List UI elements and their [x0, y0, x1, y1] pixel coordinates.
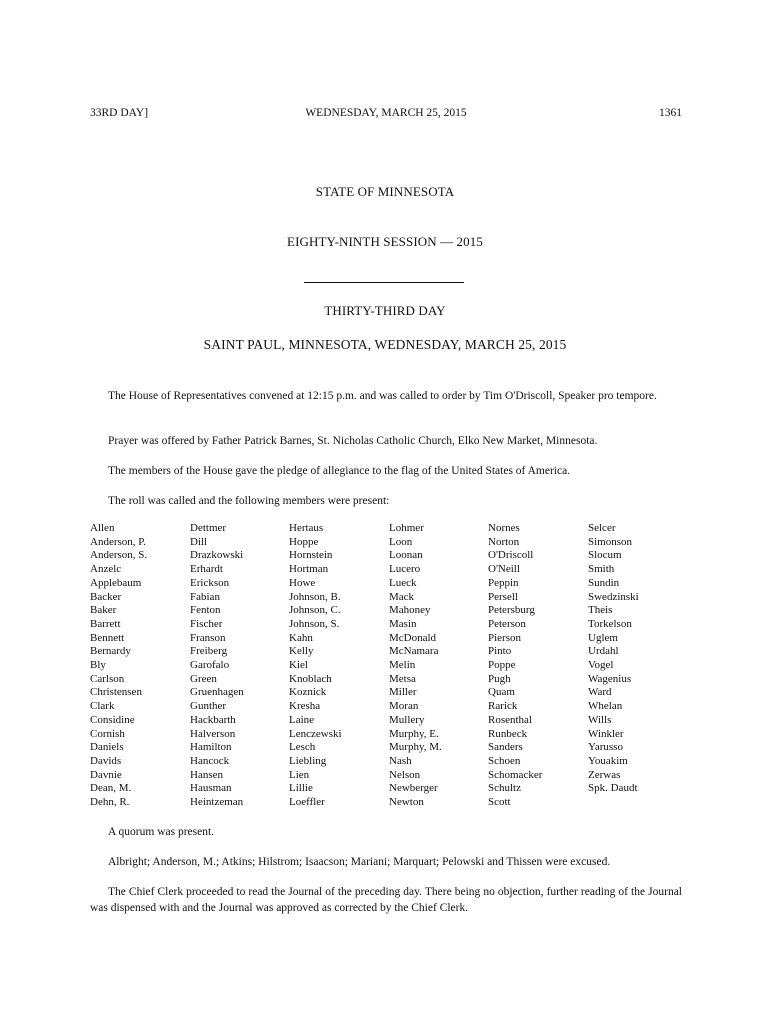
member-name: Dean, M.	[90, 782, 132, 795]
member-name: Daniels	[90, 741, 124, 754]
member-name: Johnson, S.	[289, 617, 340, 630]
member-name: Norton	[488, 535, 520, 548]
member-name: Loeffler	[289, 796, 325, 809]
member-name: Erhardt	[190, 563, 223, 576]
member-name: Theis	[588, 604, 613, 617]
member-name: Kresha	[289, 700, 321, 713]
member-name: Sundin	[588, 576, 620, 589]
member-name: Dill	[190, 535, 208, 548]
member-name: Franson	[190, 631, 226, 644]
member-name: Hausman	[190, 782, 232, 795]
member-name: Hertaus	[289, 522, 324, 534]
roll-intro-text: The roll was called and the following members were present:	[108, 495, 390, 507]
member-name: Pugh	[488, 672, 511, 685]
journal-paragraph	[90, 884, 682, 916]
member-name: Christensen	[90, 686, 142, 699]
title-divider	[304, 282, 464, 283]
member-name: Nash	[389, 754, 412, 767]
member-name: Melin	[389, 659, 416, 672]
member-name: Drazkowski	[190, 549, 244, 562]
member-name: Newton	[389, 796, 424, 809]
member-name: Metsa	[389, 672, 416, 685]
member-name: Peterson	[488, 617, 526, 630]
member-name: Halverson	[190, 727, 236, 740]
roll-column-2	[190, 522, 290, 810]
member-name: Lillie	[289, 782, 313, 795]
pledge-paragraph	[90, 463, 682, 479]
member-name: Heintzeman	[190, 796, 244, 809]
member-name: Garofalo	[190, 659, 230, 672]
member-name: Hansen	[190, 768, 223, 781]
member-name: Anderson, S.	[90, 549, 148, 562]
member-name: Schultz	[488, 782, 521, 795]
session-title: EIGHTY-NINTH SESSION — 2015	[287, 234, 483, 249]
member-name: Clark	[90, 700, 115, 713]
member-name: Fabian	[190, 590, 220, 603]
member-name: Loonan	[389, 549, 423, 562]
member-name: Carlson	[90, 672, 125, 685]
member-name: Simonson	[588, 535, 633, 548]
member-name: Hortman	[289, 563, 329, 576]
member-name: Winkler	[588, 727, 624, 740]
member-name: Nelson	[389, 768, 421, 781]
member-name: Swedzinski	[588, 590, 639, 603]
roll-column-4	[389, 522, 489, 810]
member-name: Anzelc	[90, 563, 122, 576]
member-name: Selcer	[588, 522, 616, 534]
member-name: Rarick	[488, 700, 518, 713]
member-name: Runbeck	[488, 727, 528, 740]
member-name: Lesch	[289, 741, 316, 754]
member-name: Masin	[389, 617, 417, 630]
member-name: Gunther	[190, 700, 227, 713]
member-name: Bennett	[90, 631, 125, 644]
state-title: STATE OF MINNESOTA	[315, 184, 455, 199]
member-name: Allen	[90, 522, 115, 534]
member-name: Fenton	[190, 604, 221, 617]
member-name: Peppin	[488, 576, 519, 589]
member-name: Green	[190, 672, 217, 685]
member-name: Murphy, M.	[389, 741, 442, 754]
member-name: Lien	[289, 768, 310, 781]
member-name: Johnson, B.	[289, 590, 341, 603]
pledge-text: The members of the House gave the pledge of allegiance to the flag of the United States of America.	[108, 465, 571, 477]
member-name: Pinto	[488, 645, 512, 658]
member-name: Poppe	[488, 659, 516, 672]
quorum-text: A quorum was present.	[108, 826, 215, 838]
roll-column-3	[289, 522, 389, 810]
member-name: Persell	[488, 590, 518, 603]
member-name: Hamilton	[190, 741, 232, 754]
member-name: Yarusso	[588, 741, 623, 754]
member-name: Pierson	[488, 631, 521, 644]
member-name: Uglem	[588, 631, 618, 644]
quorum-paragraph	[90, 824, 682, 840]
member-name: Mack	[389, 590, 415, 603]
member-name: Bernardy	[90, 645, 131, 658]
running-header	[90, 107, 682, 121]
member-name: Freiberg	[190, 645, 228, 658]
journal-text: The Chief Clerk proceeded to read the Journal of the preceding day. There being no objection, further reading of the Journal was dispensed with and the Journal was approved as corrected by the Chief Clerk.	[90, 886, 682, 914]
member-name: Zerwas	[588, 768, 621, 781]
member-name: Gruenhagen	[190, 686, 244, 699]
member-name: O'Neill	[488, 563, 520, 576]
member-name: McDonald	[389, 631, 437, 644]
member-name: Barrett	[90, 617, 121, 630]
member-name: Dettmer	[190, 522, 227, 534]
member-name: Loon	[389, 535, 413, 548]
member-name: Davids	[90, 754, 122, 767]
convened-text: The House of Representatives convened at 12:15 p.m. and was called to order by Tim O'Driscoll, Speaker pro tempore.	[108, 390, 657, 402]
member-name: Dehn, R.	[90, 796, 130, 809]
roll-column-6	[588, 522, 688, 796]
member-name: Koznick	[289, 686, 327, 699]
member-name: Anderson, P.	[90, 535, 146, 548]
member-name: Considine	[90, 713, 135, 726]
member-name: Youakim	[588, 754, 628, 767]
member-name: Applebaum	[90, 576, 142, 589]
member-name: Torkelson	[588, 617, 632, 630]
member-name: Johnson, C.	[289, 604, 341, 617]
member-name: Moran	[389, 700, 419, 713]
member-name: Petersburg	[488, 604, 535, 617]
roll-column-5	[488, 522, 588, 810]
member-name: Erickson	[190, 576, 230, 589]
member-name: Quam	[488, 686, 515, 699]
roll-intro-paragraph	[90, 493, 682, 509]
excused-text: Albright; Anderson, M.; Atkins; Hilstrom; Isaacson; Mariani; Marquart; Pelowski and Thissen were excused.	[108, 856, 611, 868]
member-name: Laine	[289, 713, 315, 726]
member-name: Backer	[90, 590, 122, 603]
member-name: Lohmer	[389, 522, 424, 534]
member-name: Rosenthal	[488, 713, 532, 726]
member-name: Newberger	[389, 782, 438, 795]
member-name: Miller	[389, 686, 417, 699]
day-title: THIRTY-THIRD DAY	[324, 303, 446, 318]
excused-paragraph	[90, 854, 682, 870]
member-name: Liebling	[289, 754, 327, 767]
member-name: Ward	[588, 686, 612, 699]
member-name: Hornstein	[289, 549, 333, 562]
day-label: 33RD DAY]	[90, 107, 149, 119]
member-name: Mahoney	[389, 604, 431, 617]
member-name: Lueck	[389, 576, 417, 589]
roll-call-list	[90, 522, 690, 812]
roll-column-1	[90, 522, 190, 810]
prayer-text: Prayer was offered by Father Patrick Barnes, St. Nicholas Catholic Church, Elko New Market, Minnesota.	[108, 435, 598, 447]
member-name: Kiel	[289, 659, 308, 672]
member-name: Bly	[90, 659, 106, 672]
member-name: Vogel	[588, 659, 614, 672]
convened-paragraph	[90, 388, 682, 404]
member-name: Mullery	[389, 713, 425, 726]
member-name: Hancock	[190, 754, 230, 767]
member-name: Fischer	[190, 617, 223, 630]
member-name: Lucero	[389, 563, 421, 576]
member-name: Howe	[289, 576, 316, 589]
member-name: Hoppe	[289, 535, 319, 548]
member-name: Hackbarth	[190, 713, 236, 726]
member-name: Wagenius	[588, 672, 632, 685]
member-name: Nornes	[488, 522, 520, 534]
member-name: Knoblach	[289, 672, 332, 685]
prayer-paragraph	[90, 433, 682, 449]
member-name: Schomacker	[488, 768, 543, 781]
member-name: Smith	[588, 563, 615, 576]
member-name: Kahn	[289, 631, 313, 644]
member-name: Whelan	[588, 700, 623, 713]
member-name: Murphy, E.	[389, 727, 439, 740]
page-number: 1361	[659, 107, 682, 119]
member-name: Sanders	[488, 741, 523, 754]
member-name: McNamara	[389, 645, 439, 658]
member-name: Scott	[488, 796, 511, 809]
member-name: Lenczewski	[289, 727, 342, 740]
member-name: Davnie	[90, 768, 122, 781]
member-name: Slocum	[588, 549, 622, 562]
member-name: Cornish	[90, 727, 125, 740]
member-name: Urdahl	[588, 645, 619, 658]
member-name: Schoen	[488, 754, 521, 767]
header-date: WEDNESDAY, MARCH 25, 2015	[305, 107, 467, 119]
member-name: Wills	[588, 713, 612, 726]
member-name: Baker	[90, 604, 117, 617]
member-name: Spk. Daudt	[588, 782, 638, 795]
member-name: O'Driscoll	[488, 549, 534, 562]
place-date-title: SAINT PAUL, MINNESOTA, WEDNESDAY, MARCH 25, 2015	[203, 337, 567, 352]
member-name: Kelly	[289, 645, 314, 658]
